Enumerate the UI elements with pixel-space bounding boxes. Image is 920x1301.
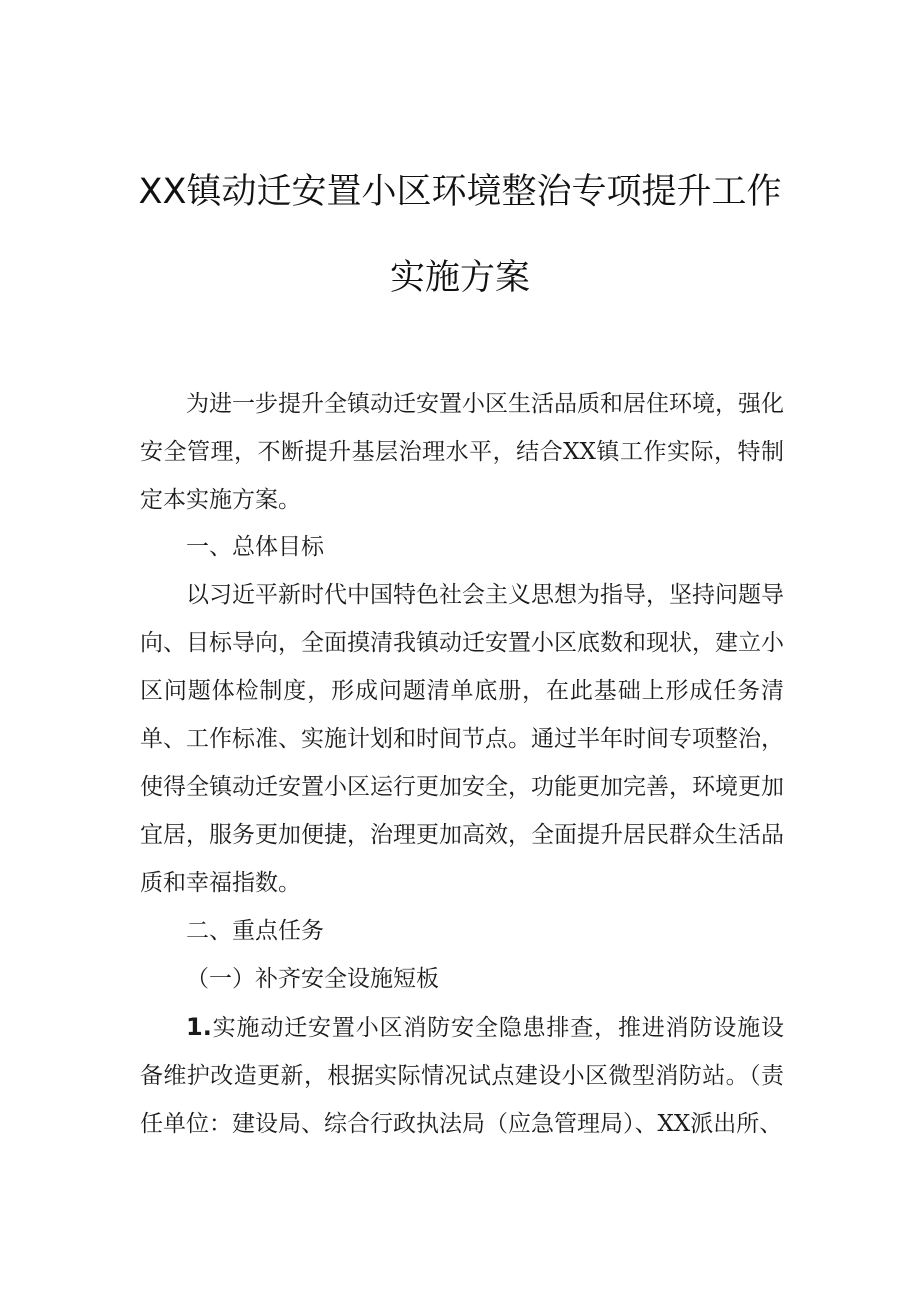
- intro-paragraph: 为进一步提升全镇动迁安置小区生活品质和居住环境，强化安全管理，不断提升基层治理水平，结合XX镇工作实际，特制定本实施方案。: [140, 391, 784, 513]
- item1-paragraph: [140, 1003, 784, 1148]
- document-title-line1: XX镇动迁安置小区环境整治专项提升工作: [138, 172, 782, 212]
- item1-number: 1.: [186, 1013, 212, 1041]
- subsection1-heading: （一）补齐安全设施短板: [186, 966, 439, 992]
- item1-text: 实施动迁安置小区消防安全隐患排查，推进消防设施设备维护改造更新，根据实际情况试点建设小区微型消防站。（责任单位：建设局、综合行政执法局（应急管理局）、XX派出所、: [140, 1015, 784, 1137]
- document-title-line2: 实施方案: [389, 258, 530, 298]
- section1-paragraph: 以习近平新时代中国特色社会主义思想为指导，坚持问题导向、目标导向，全面摸清我镇动迁安置小区底数和现状，建立小区问题体检制度，形成问题清单底册，在此基础上形成任务清单、工作标准、实施计划和时间节点。通过半年时间专项整治，使得全镇动迁安置小区运行更加安全，功能更加完善，环境更加宜居，服务更加便捷，治理更加高效，全面提升居民群众生活品质和幸福指数。: [140, 582, 784, 896]
- section1-heading: 一、总体目标: [186, 534, 324, 560]
- section2-heading: 二、重点任务: [186, 918, 324, 944]
